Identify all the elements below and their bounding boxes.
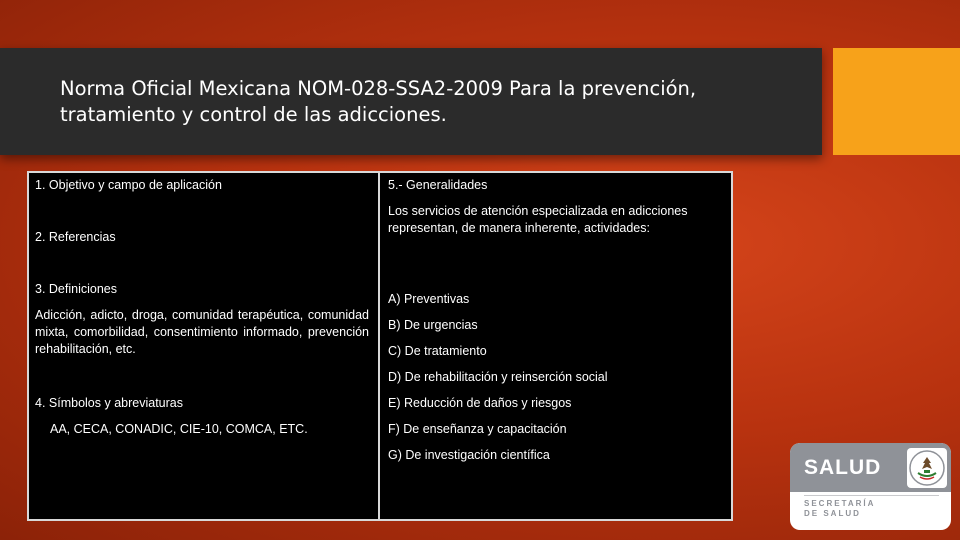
list-item: C) De tratamiento (388, 344, 487, 358)
eagle-seal-icon (907, 448, 947, 488)
section-1-heading: 1. Objetivo y campo de aplicación (35, 178, 222, 192)
section-5-heading: 5.- Generalidades (388, 178, 488, 192)
column-divider (378, 171, 380, 521)
logo-divider (804, 495, 939, 496)
section-3-heading: 3. Definiciones (35, 282, 117, 296)
section-4-body: AA, CECA, CONADIC, CIE-10, COMCA, ETC. (50, 422, 308, 436)
slide-title: Norma Oficial Mexicana NOM-028-SSA2-2009 Para la prevención, tratamiento y control de las adicciones. (60, 77, 697, 126)
logo-brand-text: SALUD (804, 456, 882, 479)
list-item: G) De investigación científica (388, 448, 550, 462)
salud-logo (790, 443, 951, 530)
section-2-heading: 2. Referencias (35, 230, 116, 244)
section-4-heading: 4. Símbolos y abreviaturas (35, 396, 183, 410)
list-item: F) De enseñanza y capacitación (388, 422, 567, 436)
list-item: E) Reducción de daños y riesgos (388, 396, 572, 410)
section-5-intro: Los servicios de atención especializada en adicciones representan, de manera inherente, actividades: (388, 204, 688, 235)
list-item: B) De urgencias (388, 318, 478, 332)
section-3-body: Adicción, adicto, droga, comunidad terapéutica, comunidad mixta, comorbilidad, consentimiento informado, prevención rehabilitación, etc. (35, 308, 369, 356)
list-item: D) De rehabilitación y reinserción social (388, 370, 608, 384)
list-item: A) Preventivas (388, 292, 470, 306)
logo-subtitle-line2: DE SALUD (804, 509, 861, 518)
logo-subtitle (804, 499, 875, 519)
accent-square (833, 48, 960, 155)
logo-subtitle-line1: SECRETARÍA (804, 499, 876, 508)
